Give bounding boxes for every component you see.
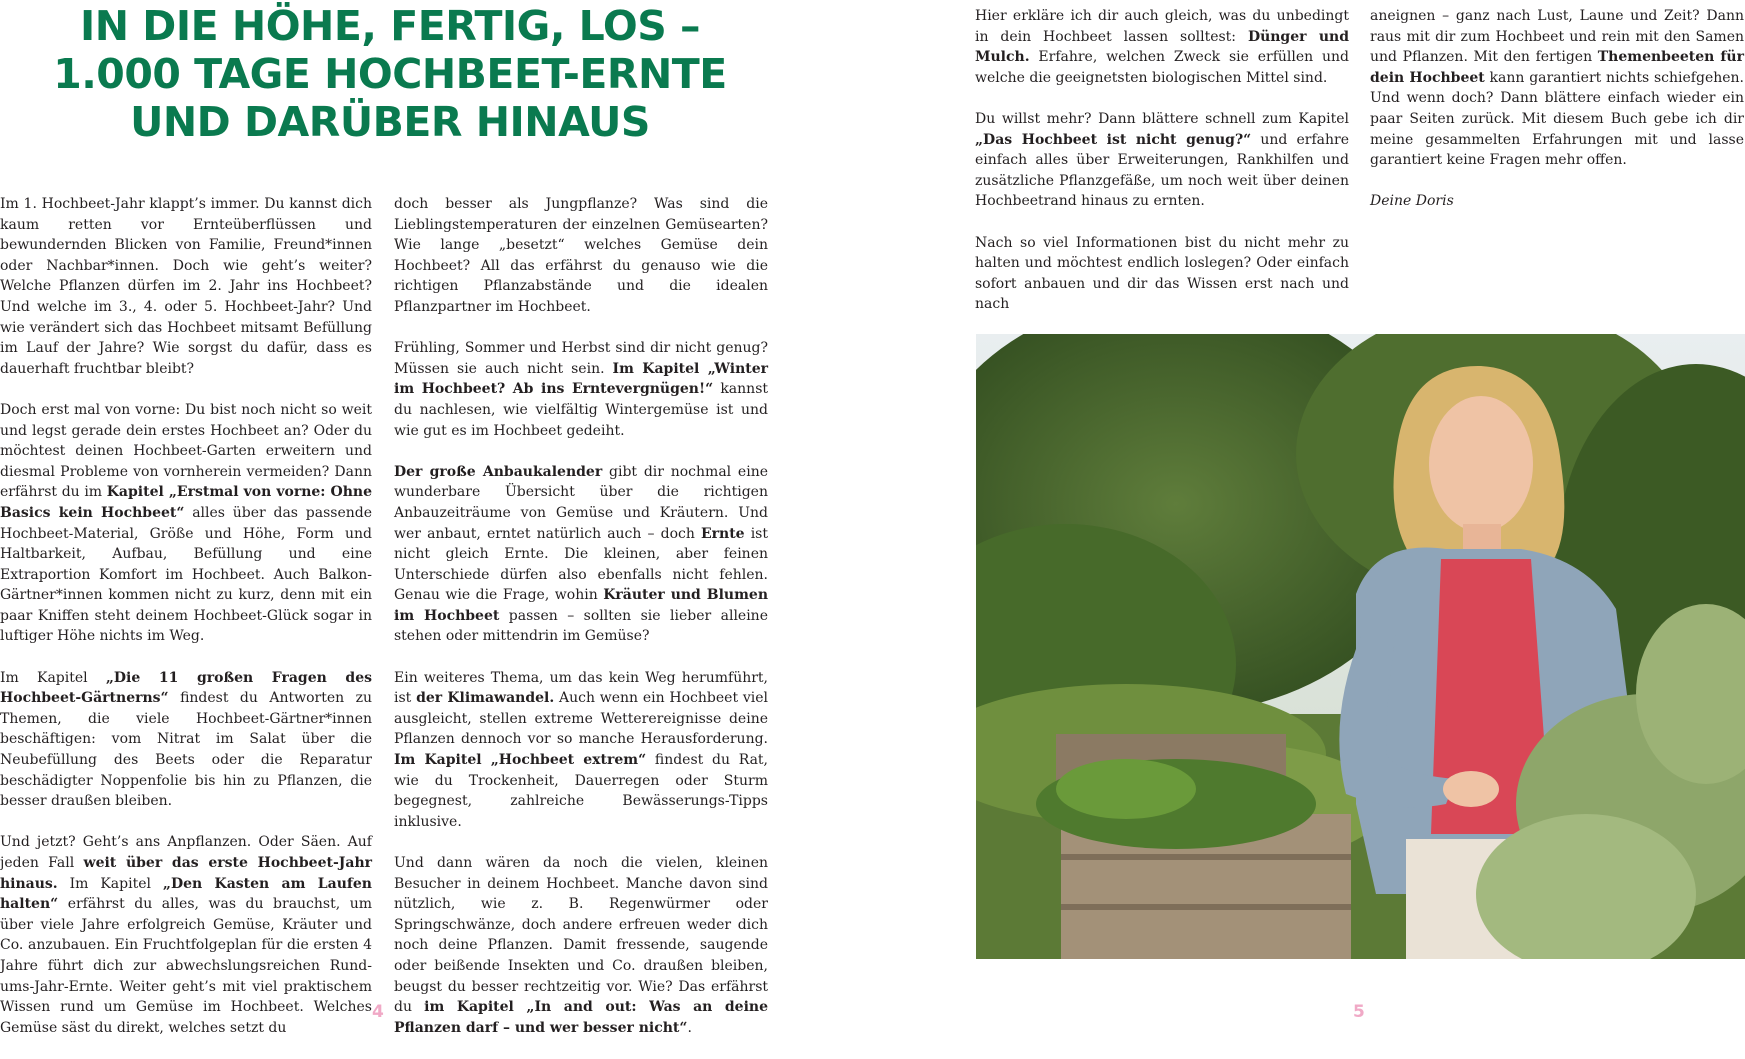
paragraph: Im Kapitel „Die 11 großen Fragen des Hochbeet-Gärtnerns“ findest du Antworten zu Themen, die viele Hochbeet-Gärtner*innen beschäftigen: vom Nitrat im Salat über die Neubefüllung des Beets oder die Reparatur beschädigter Noppenfolie bis hin zu Pflanzen, die besser draußen bleiben. [0,669,373,810]
paragraph: Du willst mehr? Dann blättere schnell zum Kapitel „Das Hochbeet ist nicht genug?“ und erfahre einfach alles über Erweiterungen, Rankhilfen und zusätzliche Pflanzgefäße, um noch weit über deinen Hochbeetrand hinaus zu ernten. [975,110,1349,210]
woman-face [1429,396,1533,532]
paragraph: doch besser als Jungpflanze? Was sind die Lieblingstemperaturen der einzelnen Gemüsearten? Wie lange „besetzt“ welches Gemüse dein Hochbeet? All das erfährst du genauso wie die richtigen Pflanzabstände und die idealen Pflanzpartner im Hochbeet. [394,196,768,315]
headline-line-2: 1.000 TAGE HOCHBEET-ERNTE [53,50,727,98]
chapter-headline [40,2,740,146]
headline-line-3: UND DARÜBER HINAUS [130,98,650,146]
paragraph: Frühling, Sommer und Herbst sind dir nicht genug? Müssen sie auch nicht sein. Im Kapitel „Winter im Hochbeet? Ab ins Erntevergnügen!“ kannst du nachlesen, wie vielfältig Wintergemüse ist und wie gut es im Hochbeet gedeiht. [394,340,768,439]
woman-hand [1443,771,1499,807]
page-number-right: 5 [1353,1002,1365,1022]
page-number-left: 4 [372,1002,384,1022]
paragraph: Und jetzt? Geht’s ans Anpflanzen. Oder Säen. Auf jeden Fall weit über das erste Hochbeet-Jahr hinaus. Im Kapitel „Den Kasten am Laufen halten“ erfährst du alles, was du brauchst, um über viele Jahre erfolgreich Gemüse, Kräuter und Co. anzubauen. Ein Fruchtfolgeplan für die ersten 4 Jahre führt dich zur abwechslungsreichen Rund-ums-Jahr-Ernte. Weiter geht’s mit viel praktischem Wissen rund um Gemüse im Hochbeet. Welches Gemüse säst du direkt, welches setzt du [0,834,372,1036]
bed-plants [1056,759,1196,819]
paragraph: Hier erkläre ich dir auch gleich, was du unbedingt in dein Hochbeet lassen solltest: Dünger und Mulch. Erfahre, welchen Zweck sie erfüllen und welche die geeignetsten biologischen Mittel sind. [975,8,1349,86]
paragraph: Im 1. Hochbeet-Jahr klappt’s immer. Du kannst dich kaum retten vor Ernteüberflüssen und bewundernden Blicken von Familie, Freund*innen oder Nachbar*innen. Doch wie geht’s weiter? Welche Pflanzen dürfen im 2. Jahr ins Hochbeet? Und welche im 3., 4. oder 5. Hochbeet-Jahr? Und wie verändert sich das Hochbeet mitsamt Befüllung im Lauf der Jahre? Wie sorgst du dafür, dass es dauerhaft fruchtbar bleibt? [0,196,372,377]
raised-bed-plank [1061,904,1351,910]
paragraph: Ein weiteres Thema, um das kein Weg herumführt, ist der Klimawandel. Auch wenn ein Hochbeet viel ausgleicht, stellen extreme Wetterereignisse deine Pflanzen dennoch vor so manche Herausforderung. Im Kapitel „Hochbeet extrem“ findest du Rat, wie du Trockenheit, Dauerregen oder Sturm begegnest, zahlreiche Bewässerungs-Tipps inklusive. [394,669,768,830]
paragraph: aneignen – ganz nach Lust, Laune und Zeit? Dann raus mit dir zum Hochbeet und rein mit den Samen und Pflanzen. Mit den fertigen Themenbeeten für dein Hochbeet kann garantiert nichts schiefgehen. Und wenn doch? Dann blättere einfach wieder ein paar Seiten zurück. Mit diesem Buch gebe ich dir meine gesammelten Erfahrungen mit und lasse garantiert keine Fragen mehr offen. [1370,8,1744,169]
paragraph: Doch erst mal von vorne: Du bist noch nicht so weit und legst gerade dein erstes Hochbeet an? Oder du möchtest deinen Hochbeet-Garten erweitern und diesmal Probleme von vornherein vermeiden? Dann erfährst du im Kapitel „Erstmal von vorne: Ohne Basics kein Hochbeet“ alles über das passende Hochbeet-Material, Größe und Höhe, Form und Haltbarkeit, Aufbau, Befüllung und eine Extraportion Komfort im Hochbeet. Auch Balkon-Gärtner*innen kommen nicht zu kurz, denn mit ein paar Kniffen steht deinem Hochbeet-Glück sogar in luftiger Höhe nichts im Weg. [0,401,372,645]
author-photo [976,334,1745,959]
text-column-1 [0,194,372,1059]
headline-line-1: IN DIE HÖHE, FERTIG, LOS – [79,2,701,50]
paragraph: Der große Anbaukalender gibt dir nochmal eine wunderbare Übersicht über die richtigen Anbauzeiträume von Gemüse und Kräutern. Und wer anbaut, erntet natürlich auch – doch Ernte ist nicht gleich Ernte. Die kleinen, aber feinen Unterschiede dürfen also ebenfalls nicht fehlen. Genau wie die Frage, wohin Kräuter und Blumen im Hochbeet passen – sollten sie lieber alleine stehen oder mittendrin im Gemüse? [394,463,768,645]
author-signature: Deine Doris [1370,193,1454,210]
garden-photo-illustration [976,334,1745,959]
text-column-2 [394,194,768,1059]
paragraph: Und dann wären da noch die vielen, kleinen Besucher in deinem Hochbeet. Manche davon sind nützlich, wie z. B. Regenwürmer oder Springschwänze, doch andere erfreuen weder dich noch deine Pflanzen. Damit fressende, saugende oder beißende Insekten und Co. draußen bleiben, beugst du besser rechtzeitig vor. Wie? Das erfährst du im Kapitel „In and out: Was an deine Pflanzen darf – und wer besser nicht“. [394,855,768,1036]
raised-bed-plank [1061,854,1351,860]
paragraph: Nach so viel Informationen bist du nicht mehr zu halten und möchtest endlich loslegen? Oder einfach sofort anbauen und dir das Wissen erst nach und nach [975,234,1349,313]
text-column-4 [1370,6,1744,233]
text-column-3 [975,6,1349,336]
